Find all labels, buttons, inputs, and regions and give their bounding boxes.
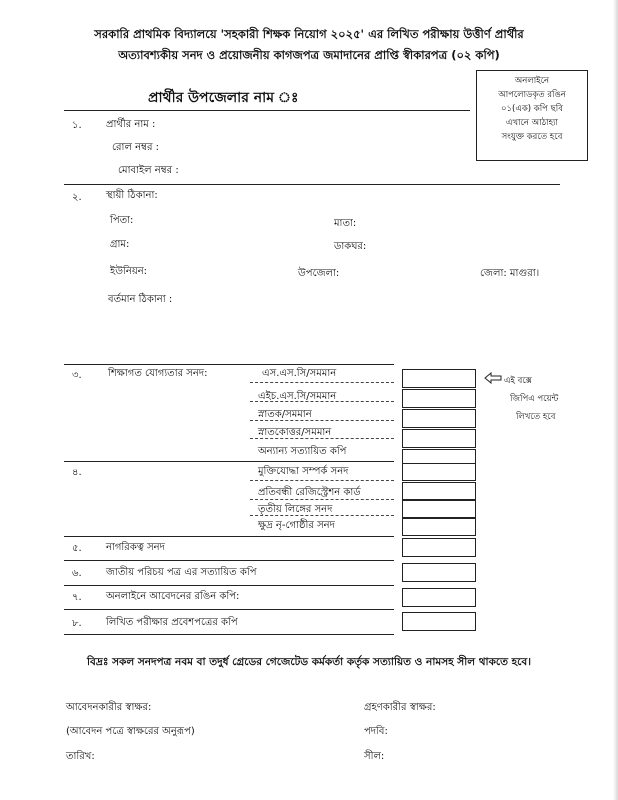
- photo-box: [476, 70, 588, 161]
- mother-label: মাতা:: [334, 218, 357, 229]
- online-application-label: অনলাইনে আবেদনের রঙিন কপি:: [106, 591, 240, 602]
- divider: [250, 480, 394, 481]
- form-title-line1: সরকারি প্রাথমিক বিদ্যালয়ে 'সহকারী শিক্ষক নিয়োগ ২০২৫' এর লিখিত পরীক্ষায় উত্তীর্ণ প্রার্থীর: [94, 27, 524, 41]
- section4-number: ৪.: [72, 467, 82, 478]
- photo-box-line: এখানে আঠাহ্যা: [505, 118, 559, 128]
- gpa-note-line: জিপিএ পয়েন্ট: [510, 394, 559, 404]
- post-graduation-item: স্নাতকোত্তর/সমমান: [258, 427, 332, 438]
- gpa-box-ssc[interactable]: [402, 369, 476, 388]
- photo-box-line: সংযুক্ত করতে হবে: [501, 132, 563, 142]
- check-box-third-gender[interactable]: [402, 500, 476, 518]
- scan-edge: [613, 0, 618, 800]
- roll-number-label: রোল নম্বর :: [112, 142, 159, 153]
- gpa-box-post-graduation[interactable]: [402, 429, 476, 448]
- graduation-item: স্নাতক/সমমান: [258, 409, 312, 420]
- row-number: ৫.: [72, 543, 82, 554]
- photo-box-line: আপলোডকৃত রঙিন: [498, 90, 566, 100]
- gpa-note-line: লিখতে হবে: [516, 412, 556, 422]
- citizenship-certificate-label: নাগরিকত্ব সনদ: [106, 542, 165, 553]
- divider: [64, 461, 394, 462]
- divider: [64, 364, 394, 365]
- gpa-box-graduation[interactable]: [402, 409, 476, 428]
- applicant-signature-note: (আবেদন পত্রে স্বাক্ষরের অনুরূপ): [66, 726, 195, 737]
- ethnic-minority-item: ক্ষুদ্র নৃ-গোষ্ঠীর সনদ: [258, 520, 335, 531]
- applicant-signature-label: আবেদনকারীর স্বাক্ষর:: [66, 702, 152, 713]
- row-number: ৬.: [72, 568, 82, 579]
- divider: [64, 585, 394, 586]
- disability-card-item: প্রতিবন্ধী রেজিস্ট্রেশন কার্ড: [258, 487, 361, 498]
- photo-box-line: অনলাইনে: [514, 76, 550, 86]
- divider: [250, 382, 394, 383]
- gpa-box-hsc[interactable]: [402, 389, 476, 408]
- hsc-item: এইচ.এস.সি/সমমান: [258, 391, 337, 402]
- check-box-freedom-fighter[interactable]: [402, 463, 476, 481]
- ssc-item: এস.এস.সি/সমমান: [262, 368, 337, 379]
- other-attested-item: অন্যান্য সত্যায়িত কপি: [258, 446, 347, 457]
- photo-box-line: ০১(এক) কপি ছবি: [501, 104, 563, 114]
- date-label: তারিখ:: [66, 751, 95, 762]
- divider: [250, 401, 394, 402]
- receiver-signature-label: গ্রহণকারীর স্বাক্ষর:: [364, 702, 436, 713]
- divider: [64, 634, 394, 635]
- section3-number: ৩.: [72, 370, 82, 381]
- row-number: ৮.: [72, 618, 82, 629]
- attestation-notice: বিদ্রঃ সকল সনদপত্র নবম বা তদুর্ধ গ্রেডের গেজেটেড কর্মকর্তা কর্তৃক সত্যায়িত ও নামসহ সীল থাকতে হবে।: [87, 656, 531, 668]
- present-address-label: বর্তমান ঠিকানা :: [108, 294, 173, 305]
- divider: [64, 536, 394, 537]
- section2-number: ২.: [72, 192, 82, 203]
- form-title-line2: অত্যাবশ্যকীয় সনদ ও প্রয়োজনীয় কাগজপত্র জমাদানের প্রাপ্তি স্বীকারপত্র (০২ কপি): [118, 48, 500, 62]
- divider: [64, 609, 394, 610]
- upazila-field-label: উপজেলা:: [298, 268, 340, 279]
- divider: [64, 560, 394, 561]
- check-box-nid[interactable]: [402, 563, 476, 582]
- left-arrow-icon: [484, 372, 502, 387]
- check-box-disability[interactable]: [402, 482, 476, 500]
- gpa-note-line: এই বক্সে: [504, 376, 532, 386]
- divider: [250, 420, 394, 421]
- check-box-citizenship[interactable]: [402, 538, 476, 557]
- divider: [64, 110, 470, 111]
- check-box-online-application[interactable]: [402, 588, 476, 607]
- union-label: ইউনিয়ন:: [110, 266, 148, 277]
- education-certificates-label: শিক্ষাগত যোগ্যতার সনদ:: [108, 368, 208, 379]
- nid-copy-label: জাতীয় পরিচয় পত্র এর সত্যায়িত কপি: [106, 567, 257, 578]
- divider: [250, 499, 394, 500]
- freedom-fighter-item: মুক্তিযোদ্ধা সম্পর্ক সনদ: [258, 466, 349, 477]
- section1-number: ১.: [72, 120, 82, 131]
- mobile-number-label: মোবাইল নম্বর :: [118, 165, 179, 176]
- check-box-admit-card[interactable]: [402, 612, 476, 631]
- divider: [250, 438, 394, 439]
- upazila-label: প্রার্থীর উপজেলার নাম ঃ: [148, 90, 299, 106]
- admit-card-label: লিখিত পরীক্ষার প্রবেশপত্রের কপি: [106, 617, 238, 628]
- applicant-name-label: প্রার্থীর নাম :: [106, 119, 156, 130]
- divider: [64, 184, 560, 185]
- divider: [250, 515, 394, 516]
- post-office-label: ডাকঘর:: [334, 241, 367, 252]
- designation-label: পদবি:: [364, 726, 388, 737]
- district-label: জেলা: মাগুরা।: [480, 268, 540, 279]
- check-box-ethnic-minority[interactable]: [402, 518, 476, 536]
- village-label: গ্রাম:: [110, 239, 130, 250]
- seal-label: সীল:: [364, 751, 385, 762]
- permanent-address-label: স্থায়ী ঠিকানা:: [106, 190, 158, 201]
- father-label: পিতা:: [110, 215, 134, 226]
- third-gender-item: তৃতীয় লিঙ্গের সনদ: [258, 504, 333, 515]
- row-number: ৭.: [72, 592, 82, 603]
